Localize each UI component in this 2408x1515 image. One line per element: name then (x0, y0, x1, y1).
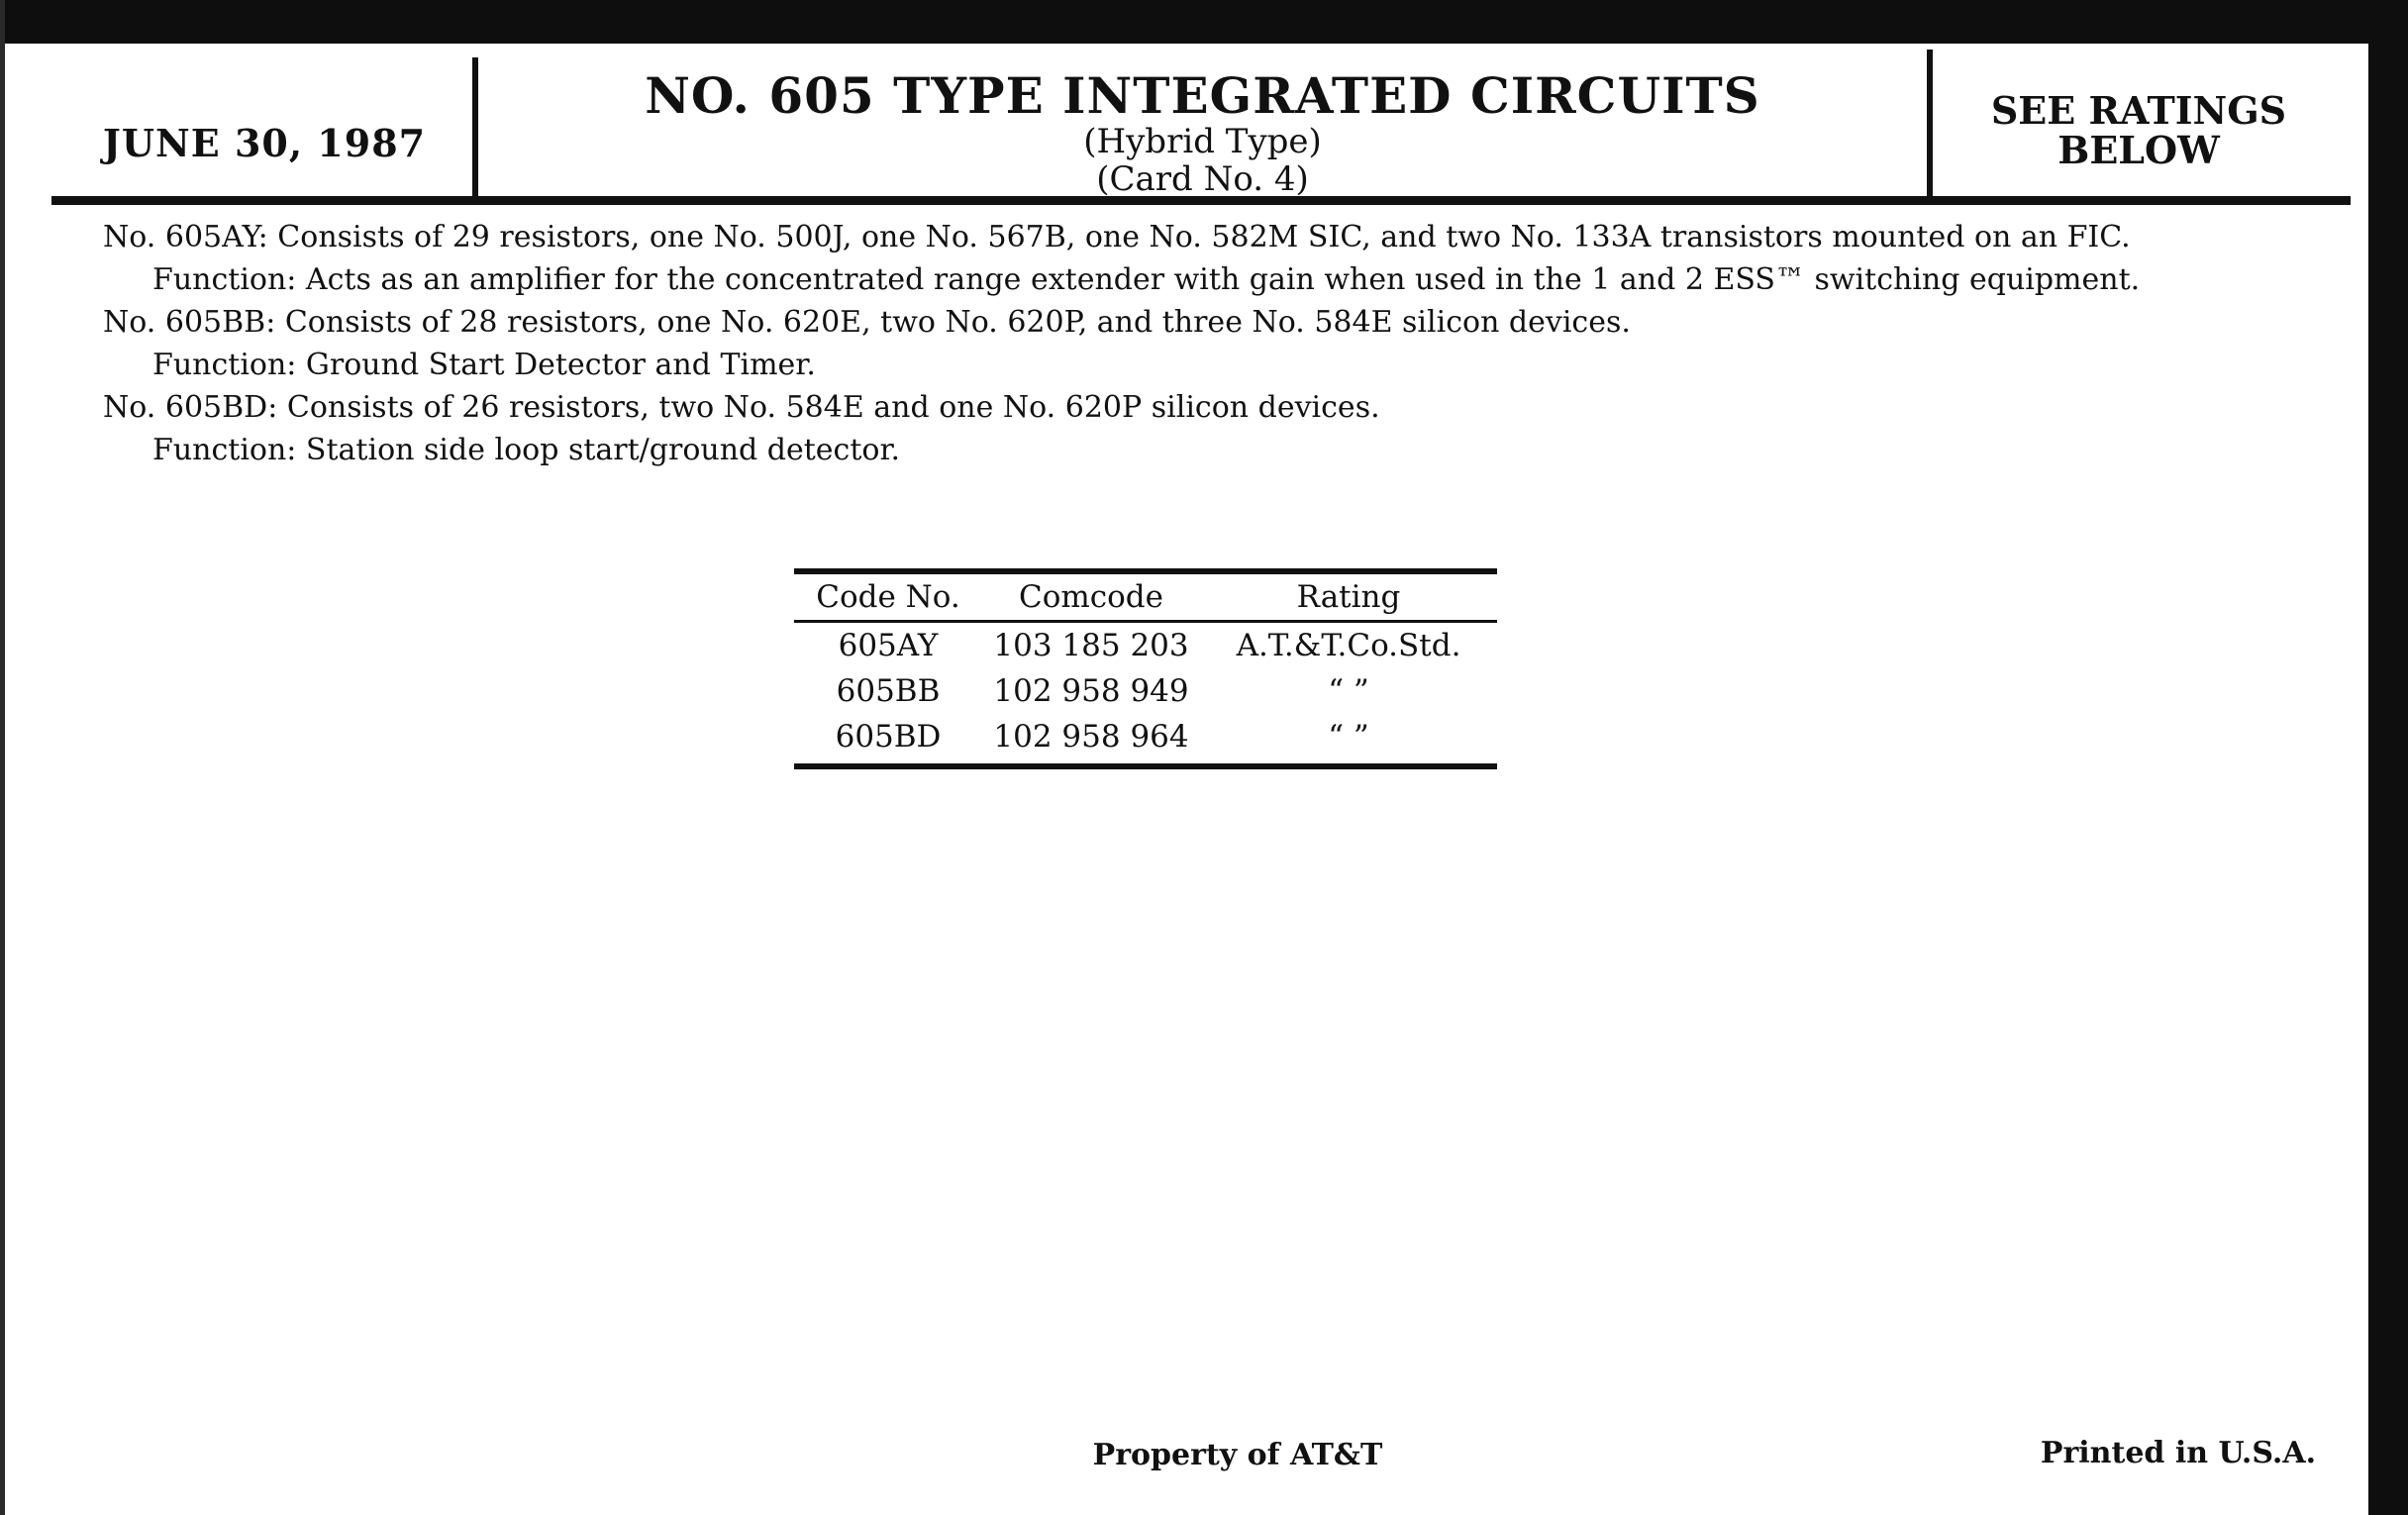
scan-left-border (0, 0, 5, 1515)
cell-comcode: 102 958 949 (993, 673, 1189, 709)
table-header-row (794, 574, 1497, 620)
footer-property: Property of AT&T (1092, 1438, 1383, 1472)
header-comcode: Comcode (1019, 579, 1163, 615)
ratings-note-line1: SEE RATINGS (1990, 88, 2287, 133)
table-row (794, 714, 1497, 759)
ratings-note-line2: BELOW (2057, 128, 2220, 172)
title-block (478, 66, 1927, 199)
footer-printed: Printed in U.S.A. (2040, 1436, 2317, 1470)
card-title: NO. 605 TYPE INTEGRATED CIRCUITS (645, 66, 1760, 125)
function-605bb: Function: Ground Start Detector and Timer. (152, 348, 816, 382)
cell-comcode: 103 185 203 (993, 628, 1189, 663)
card-subtitle-type: (Hybrid Type) (1083, 122, 1322, 161)
header-code-no: Code No. (816, 579, 960, 615)
table-row (794, 623, 1497, 668)
description-605ay: No. 605AY: Consists of 29 resistors, one No. 500J, one No. 567B, one No. 582M SIC, and two No. 133A transistors mounted on an FIC. (103, 220, 2131, 254)
cell-rating: “ ” (1328, 719, 1369, 755)
function-605ay: Function: Acts as an amplifier for the concentrated range extender with gain when used in the 1 and 2 ESS™ switching equipment. (152, 262, 2141, 297)
description-605bd: No. 605BD: Consists of 26 resistors, two No. 584E and one No. 620P silicon devices. (103, 390, 1380, 425)
table-row (794, 668, 1497, 714)
ratings-table (794, 568, 1497, 769)
cell-code-no: 605BB (836, 673, 941, 709)
cell-rating: A.T.&T.Co.Std. (1236, 628, 1461, 663)
cell-comcode: 102 958 964 (993, 719, 1189, 755)
function-605bd: Function: Station side loop start/ground detector. (152, 433, 901, 467)
descriptions (103, 216, 2321, 471)
cell-code-no: 605AY (838, 628, 939, 663)
table-rule-bottom (794, 763, 1497, 769)
ratings-note (1941, 88, 2337, 172)
cell-rating: “ ” (1328, 673, 1369, 709)
scan-top-border (0, 0, 2408, 44)
scan-right-border (2368, 0, 2408, 1515)
card-subtitle-number: (Card No. 4) (1096, 159, 1309, 199)
header-divider-right (1927, 50, 1933, 204)
card-date: JUNE 30, 1987 (102, 121, 427, 165)
cell-code-no: 605BD (835, 719, 942, 755)
header-rating: Rating (1296, 579, 1401, 615)
description-605bb: No. 605BB: Consists of 28 resistors, one No. 620E, two No. 620P, and three No. 584E silicon devices. (103, 305, 1631, 340)
